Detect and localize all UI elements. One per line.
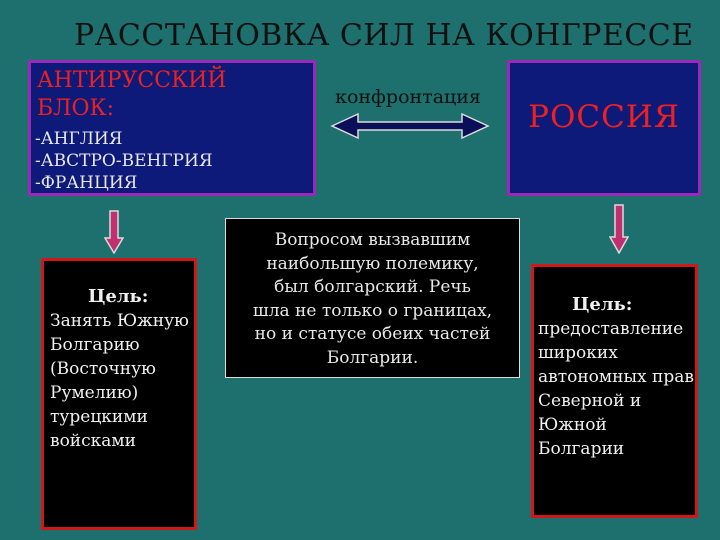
double-arrow-icon [330,112,490,140]
goal-line: (Восточную [50,359,156,379]
confrontation-label: конфронтация [335,86,481,108]
bloc-member: -АНГЛИЯ [35,129,123,149]
goal-line: автономных прав [538,367,694,387]
bloc-members-list [35,128,213,194]
bloc-heading-line2: БЛОК: [37,96,114,121]
note-line: Вопросом вызвавшим [274,230,471,250]
note-line: был болгарский. Речь [274,277,471,297]
goal-line: Болгарию [50,335,140,355]
note-line: но и статусе обеих частей [254,324,491,344]
note-line: наибольшую полемику, [266,253,479,274]
antirussian-bloc-box [28,60,316,196]
slide-title: РАССТАНОВКА СИЛ НА КОНГРЕССЕ [74,18,694,53]
goal-line: турецкими [50,407,148,427]
bloc-member: -ФРАНЦИЯ [35,173,138,193]
bloc-heading-line1: АНТИРУССКИЙ [37,68,227,93]
goal-line: предоставление [538,319,684,339]
bloc-heading [37,67,307,123]
goal-line: Занять Южную [50,311,189,331]
bloc-member: -АВСТРО-ВЕНГРИЯ [35,151,213,171]
right-goal-box [531,264,698,518]
goal-line: широких [538,343,618,363]
left-goal-box [41,258,197,530]
bulgarian-question-note [225,218,520,378]
down-arrow-left-icon [104,210,124,254]
russia-label: РОССИЯ [528,99,680,135]
goal-title: Цель: [572,294,633,315]
goal-title: Цель: [88,286,149,307]
goal-line: войсками [50,431,136,451]
note-line: Болгарии. [326,347,419,368]
note-line: шла не только о границах, [252,300,493,321]
down-arrow-right-icon [609,204,629,254]
russia-box [507,60,701,196]
note-text [232,229,513,370]
goal-line: Румелию) [50,383,139,403]
goal-line: Южной Болгарии [538,415,625,459]
goal-line: Северной и [538,391,642,411]
